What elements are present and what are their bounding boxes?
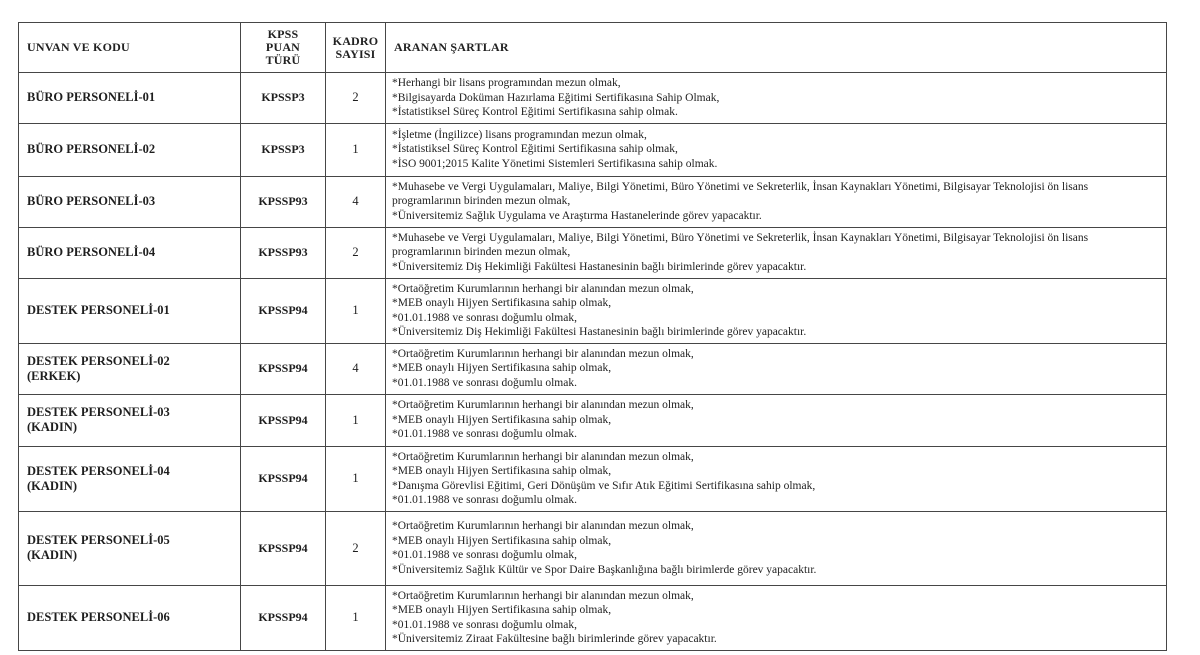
position-title-line: (ERKEK) bbox=[27, 368, 81, 383]
position-title bbox=[27, 610, 234, 625]
position-title-line: (KADIN) bbox=[27, 420, 77, 434]
requirement-line: *Üniversitemiz Diş Hekimliği Fakültesi Hastanesinin bağlı birimlerinde görev yapacaktır. bbox=[392, 260, 807, 273]
requirement-line: *01.01.1988 ve sonrası doğumlu olmak. bbox=[392, 428, 577, 441]
position-title-cell bbox=[19, 585, 241, 650]
requirements-list bbox=[392, 76, 1158, 120]
header-text-line: SAYISI bbox=[335, 46, 376, 61]
header-text-line: KPSS bbox=[267, 27, 299, 41]
position-title bbox=[27, 405, 234, 435]
position-title-line: BÜRO PERSONELİ-01 bbox=[27, 90, 156, 105]
quota-count-cell: 4 bbox=[326, 343, 386, 394]
requirements-cell bbox=[386, 343, 1167, 394]
requirement-line: *MEB onaylı Hijyen Sertifikasına sahip olmak, bbox=[392, 297, 612, 309]
job-positions-table bbox=[18, 22, 1167, 651]
requirement-line: *01.01.1988 ve sonrası doğumlu olmak. bbox=[392, 494, 577, 506]
requirement-line: *Ortaöğretim Kurumlarının herhangi bir alanından mezun olmak, bbox=[392, 520, 694, 532]
position-title bbox=[27, 303, 234, 318]
requirement-line: *MEB onaylı Hijyen Sertifikasına sahip olmak, bbox=[392, 604, 612, 616]
kpss-score-type-cell: KPSSP93 bbox=[241, 227, 326, 278]
position-title-cell bbox=[19, 176, 241, 227]
position-title-cell bbox=[19, 227, 241, 278]
position-title bbox=[27, 142, 234, 157]
position-title-line: DESTEK PERSONELİ-01 bbox=[27, 303, 170, 317]
requirements-cell bbox=[386, 394, 1167, 446]
position-title-line: BÜRO PERSONELİ-03 bbox=[27, 194, 156, 208]
requirements-cell bbox=[386, 278, 1167, 343]
quota-count-cell: 2 bbox=[326, 73, 386, 124]
position-title-line: (KADIN) bbox=[27, 478, 77, 493]
table-row bbox=[19, 511, 1167, 585]
requirement-line: *Ortaöğretim Kurumlarının herhangi bir alanından mezun olmak, bbox=[392, 589, 694, 602]
requirement-line: *İstatistiksel Süreç Kontrol Eğitimi Sertifikasına sahip olmak, bbox=[392, 143, 678, 156]
header-row bbox=[19, 23, 1167, 73]
position-title bbox=[27, 90, 234, 105]
requirement-line: *01.01.1988 ve sonrası doğumlu olmak, bbox=[392, 549, 577, 561]
quota-count-cell: 4 bbox=[326, 176, 386, 227]
requirements-list bbox=[392, 347, 1158, 391]
table-header bbox=[19, 23, 1167, 73]
kpss-score-type-cell: KPSSP94 bbox=[241, 446, 326, 511]
requirements-cell bbox=[386, 585, 1167, 650]
requirements-list bbox=[392, 398, 1158, 442]
header-text-line: PUAN bbox=[265, 40, 301, 54]
position-title-cell bbox=[19, 123, 241, 176]
table-row bbox=[19, 394, 1167, 446]
requirement-line: *Herhangi bir lisans programından mezun olmak, bbox=[392, 77, 621, 89]
quota-count-cell: 1 bbox=[326, 394, 386, 446]
requirements-list bbox=[392, 282, 1158, 340]
table-row bbox=[19, 73, 1167, 124]
position-title-cell bbox=[19, 446, 241, 511]
requirement-line: *MEB onaylı Hijyen Sertifikasına sahip olmak, bbox=[392, 534, 612, 547]
position-title-line: (KADIN) bbox=[27, 548, 77, 562]
requirements-cell bbox=[386, 176, 1167, 227]
requirement-line: *01.01.1988 ve sonrası doğumlu olmak, bbox=[392, 311, 577, 324]
requirements-list bbox=[392, 450, 1158, 508]
header-text-line: UNVAN VE KODU bbox=[27, 40, 130, 54]
requirements-list bbox=[392, 128, 1158, 172]
header-cell-kadro-sayisi bbox=[326, 23, 386, 73]
requirements-list bbox=[392, 231, 1158, 275]
position-title bbox=[27, 533, 234, 563]
requirement-line: *İşletme (İngilizce) lisans programından mezun olmak, bbox=[392, 128, 647, 141]
requirements-list bbox=[392, 519, 1158, 577]
kpss-score-type-cell: KPSSP94 bbox=[241, 394, 326, 446]
requirement-line: *Muhasebe ve Vergi Uygulamaları, Maliye, Bilgi Yönetimi, Büro Yönetimi ve Sekreterlik, İnsan Kaynakları Yönetimi, Bilgisayar Teknolojisi ön lisans programlarının birinden mezun olmak, bbox=[392, 180, 1089, 208]
header-text-line: TÜRÜ bbox=[265, 53, 301, 67]
requirement-line: *MEB onaylı Hijyen Sertifikasına sahip olmak, bbox=[392, 362, 612, 375]
kpss-score-type-cell: KPSSP94 bbox=[241, 511, 326, 585]
position-title-cell bbox=[19, 73, 241, 124]
quota-count-cell: 2 bbox=[326, 227, 386, 278]
requirement-line: *Danışma Görevlisi Eğitimi, Geri Dönüşüm ve Sıfır Atık Eğitimi Sertifikasına sahip olmak, bbox=[392, 479, 816, 492]
position-title-cell bbox=[19, 278, 241, 343]
kpss-score-type-cell: KPSSP3 bbox=[241, 123, 326, 176]
header-cell-kpss-puan-turu bbox=[241, 23, 326, 73]
position-title-line: DESTEK PERSONELİ-03 bbox=[27, 405, 170, 419]
position-title-line: DESTEK PERSONELİ-04 bbox=[27, 463, 170, 478]
requirement-line: *01.01.1988 ve sonrası doğumlu olmak. bbox=[392, 376, 577, 389]
requirement-line: *Ortaöğretim Kurumlarının herhangi bir alanından mezun olmak, bbox=[392, 399, 694, 412]
quota-count-cell: 1 bbox=[326, 585, 386, 650]
table-row bbox=[19, 123, 1167, 176]
position-title bbox=[27, 354, 234, 384]
requirements-list bbox=[392, 589, 1158, 647]
requirement-line: *Muhasebe ve Vergi Uygulamaları, Maliye, Bilgi Yönetimi, Büro Yönetimi ve Sekreterlik, İnsan Kaynakları Yönetimi, Bilgisayar Teknolojisi ön lisans programlarının birinden mezun olmak, bbox=[392, 231, 1089, 259]
header-cell-unvan-ve-kodu bbox=[19, 23, 241, 73]
kpss-score-type-cell: KPSSP94 bbox=[241, 278, 326, 343]
quota-count-cell: 2 bbox=[326, 511, 386, 585]
position-title-line: DESTEK PERSONELİ-02 bbox=[27, 353, 170, 368]
requirement-line: *İstatistiksel Süreç Kontrol Eğitimi Sertifikasına sahip olmak. bbox=[392, 106, 678, 118]
header-cell-aranan-sartlar bbox=[386, 23, 1167, 73]
header-text-line: KADRO bbox=[332, 33, 379, 48]
position-title-line: DESTEK PERSONELİ-05 bbox=[27, 533, 170, 547]
requirements-cell bbox=[386, 227, 1167, 278]
requirement-line: *Üniversitemiz Sağlık Uygulama ve Araştırma Hastanelerinde görev yapacaktır. bbox=[392, 209, 762, 222]
position-title-line: DESTEK PERSONELİ-06 bbox=[27, 610, 170, 624]
requirements-cell bbox=[386, 511, 1167, 585]
position-title bbox=[27, 194, 234, 209]
requirement-line: *Üniversitemiz Diş Hekimliği Fakültesi Hastanesinin bağlı birimlerinde görev yapacaktır. bbox=[392, 326, 807, 338]
table-row bbox=[19, 227, 1167, 278]
requirement-line: *MEB onaylı Hijyen Sertifikasına sahip olmak, bbox=[392, 413, 612, 426]
quota-count-cell: 1 bbox=[326, 446, 386, 511]
kpss-score-type-cell: KPSSP94 bbox=[241, 585, 326, 650]
requirement-line: *Bilgisayarda Doküman Hazırlama Eğitimi Sertifikasına Sahip Olmak, bbox=[392, 91, 720, 104]
kpss-score-type-cell: KPSSP93 bbox=[241, 176, 326, 227]
position-title bbox=[27, 464, 234, 494]
requirement-line: *İSO 9001;2015 Kalite Yönetimi Sistemleri Sertifikasına sahip olmak. bbox=[392, 157, 718, 170]
requirements-cell bbox=[386, 123, 1167, 176]
position-title-line: BÜRO PERSONELİ-02 bbox=[27, 142, 156, 156]
table-body bbox=[19, 73, 1167, 651]
table-row bbox=[19, 278, 1167, 343]
requirements-cell bbox=[386, 446, 1167, 511]
requirement-line: *01.01.1988 ve sonrası doğumlu olmak, bbox=[392, 618, 577, 631]
quota-count-cell: 1 bbox=[326, 278, 386, 343]
requirement-line: *Ortaöğretim Kurumlarının herhangi bir alanından mezun olmak, bbox=[392, 282, 694, 295]
kpss-score-type-cell: KPSSP94 bbox=[241, 343, 326, 394]
position-title-line: BÜRO PERSONELİ-04 bbox=[27, 245, 156, 259]
requirement-line: *Ortaöğretim Kurumlarının herhangi bir alanından mezun olmak, bbox=[392, 450, 694, 463]
table-row bbox=[19, 585, 1167, 650]
requirements-cell bbox=[386, 73, 1167, 124]
table-row bbox=[19, 446, 1167, 511]
requirement-line: *MEB onaylı Hijyen Sertifikasına sahip olmak, bbox=[392, 465, 612, 477]
position-title-cell bbox=[19, 511, 241, 585]
kpss-score-type-cell: KPSSP3 bbox=[241, 73, 326, 124]
position-title-cell bbox=[19, 343, 241, 394]
position-title bbox=[27, 245, 234, 260]
table-row bbox=[19, 343, 1167, 394]
header-text-line: ARANAN ŞARTLAR bbox=[394, 40, 509, 54]
requirement-line: *Ortaöğretim Kurumlarının herhangi bir alanından mezun olmak, bbox=[392, 347, 694, 360]
requirement-line: *Üniversitemiz Sağlık Kültür ve Spor Daire Başkanlığına bağlı birimlerde görev yapacaktır. bbox=[392, 563, 817, 576]
position-title-cell bbox=[19, 394, 241, 446]
requirement-line: *Üniversitemiz Ziraat Fakültesine bağlı birimlerinde görev yapacaktır. bbox=[392, 633, 717, 645]
requirements-list bbox=[392, 180, 1158, 224]
quota-count-cell: 1 bbox=[326, 123, 386, 176]
table-row bbox=[19, 176, 1167, 227]
